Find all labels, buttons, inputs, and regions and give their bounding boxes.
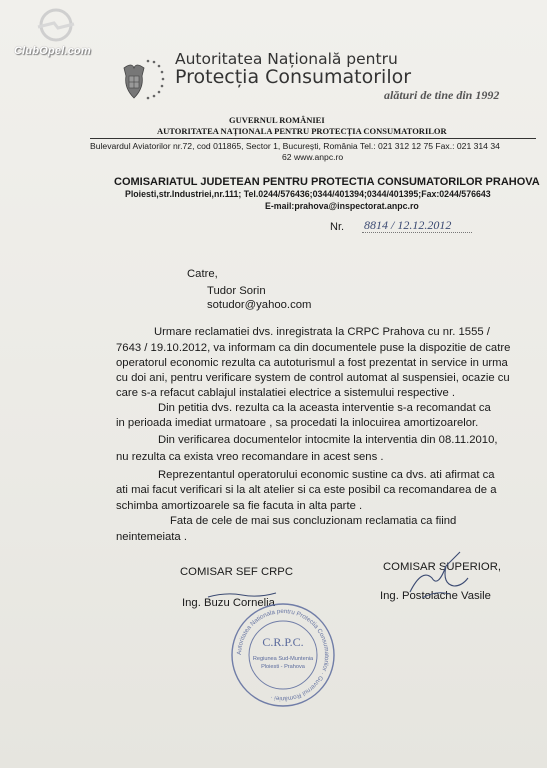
stamp-ring-text: Autoritatea Nationala pentru Protectia Consumatorilor · Guvernul României · [235, 607, 331, 703]
recipient-email: sotudor@yahoo.com [207, 299, 312, 311]
government-heading: GUVERNUL ROMÂNIEI [229, 115, 325, 125]
recipient-name: Tudor Sorin [207, 285, 266, 297]
commissariat-address: Ploiesti,str.Industriei,nr.111; Tel.0244/576436;0344/401394;0344/401395;Fax:0244/576643 [125, 189, 491, 199]
header-rule [90, 138, 536, 139]
registration-number: 8814 / 12.12.2012 [364, 218, 452, 232]
right-handwritten-signature-icon [402, 548, 474, 606]
body-line: 7643 / 19.10.2012, va informam ca din documentele puse la dispozitie de catre [116, 342, 511, 354]
authority-address-line1: Bulevardul Aviatorilor nr.72, cod 011865, Sector 1, București, România Tel.: 021 312 12 75 Fax.: 021 314 34 [90, 141, 500, 151]
opel-logo-icon [34, 8, 78, 46]
body-line: Urmare reclamatiei dvs. inregistrata la CRPC Prahova cu nr. 1555 / [154, 326, 490, 338]
left-signatory-name: Ing. Buzu Cornelia [182, 597, 275, 609]
body-line: neintemeiata . [116, 531, 187, 543]
body-line: cu doi ani, pentru verificare system de control automat al suspensiei, ocazie cu [116, 372, 510, 384]
authority-heading: AUTORITATEA NAȚIONALA PENTRU PROTECȚIA CONSUMATORILOR [157, 126, 447, 136]
body-line: Reprezentantul operatorului economic sustine ca dvs. ati afirmat ca [158, 469, 495, 481]
stamp-center-title: C.R.P.C. [262, 635, 304, 649]
left-signatory-title: COMISAR SEF CRPC [180, 566, 293, 578]
agency-name-line2: Protecția Consumatorilor [175, 66, 412, 88]
commissariat-name: COMISARIATUL JUDETEAN PENTRU PROTECTIA CONSUMATORILOR PRAHOVA [114, 176, 540, 188]
right-signatory-name: Ing. Postolache Vasile [380, 590, 491, 602]
body-line: Fata de cele de mai sus concluzionam reclamatia ca fiind [170, 515, 457, 527]
left-signature-icon [206, 590, 278, 600]
watermark-text: ClubOpel.com [14, 45, 91, 57]
registration-dotted-line [362, 232, 472, 234]
coat-of-arms-icon [118, 58, 170, 104]
agency-motto: alături de tine din 1992 [384, 88, 500, 102]
body-line: operatorul economic rezulta ca autoturismul a fost prezentat in service in urma [116, 357, 508, 369]
body-line: nu rezulta ca exista vreo recomandare in acest sens . [116, 451, 384, 463]
recipient-salutation: Catre, [187, 268, 218, 280]
body-line: schimba amortizoarele sa fie facuta in alta parte . [116, 500, 363, 512]
body-line: ati mai facut verificari si la alt atelier si ca este posibil ca recomandarea de a [116, 484, 497, 496]
official-stamp-icon [228, 600, 338, 710]
stamp-center-city: Ploiesti - Prahova [261, 664, 305, 670]
right-signatory-title: COMISAR SUPERIOR, [383, 561, 502, 573]
body-line: care s-a refacut cablajul instalatiei electrice a sistemului respective . [116, 387, 456, 399]
stamp-center-region: Regiunea Sud-Muntenia [252, 656, 314, 662]
body-line: Din petitia dvs. rezulta ca la aceasta interventie s-a recomandat ca [158, 402, 491, 414]
authority-address-line2: 62 www.anpc.ro [282, 152, 344, 162]
body-line: in perioada imediat urmatoare , sa procedati la inlocuirea amortizoarelor. [116, 417, 479, 429]
body-line: Din verificarea documentelor intocmite la interventia din 08.11.2010, [158, 434, 498, 446]
registration-label: Nr. [330, 221, 345, 233]
commissariat-email: E-mail:prahova@inspectorat.anpc.ro [265, 201, 419, 211]
agency-name-line1: Autoritatea Națională pentru [175, 50, 398, 68]
